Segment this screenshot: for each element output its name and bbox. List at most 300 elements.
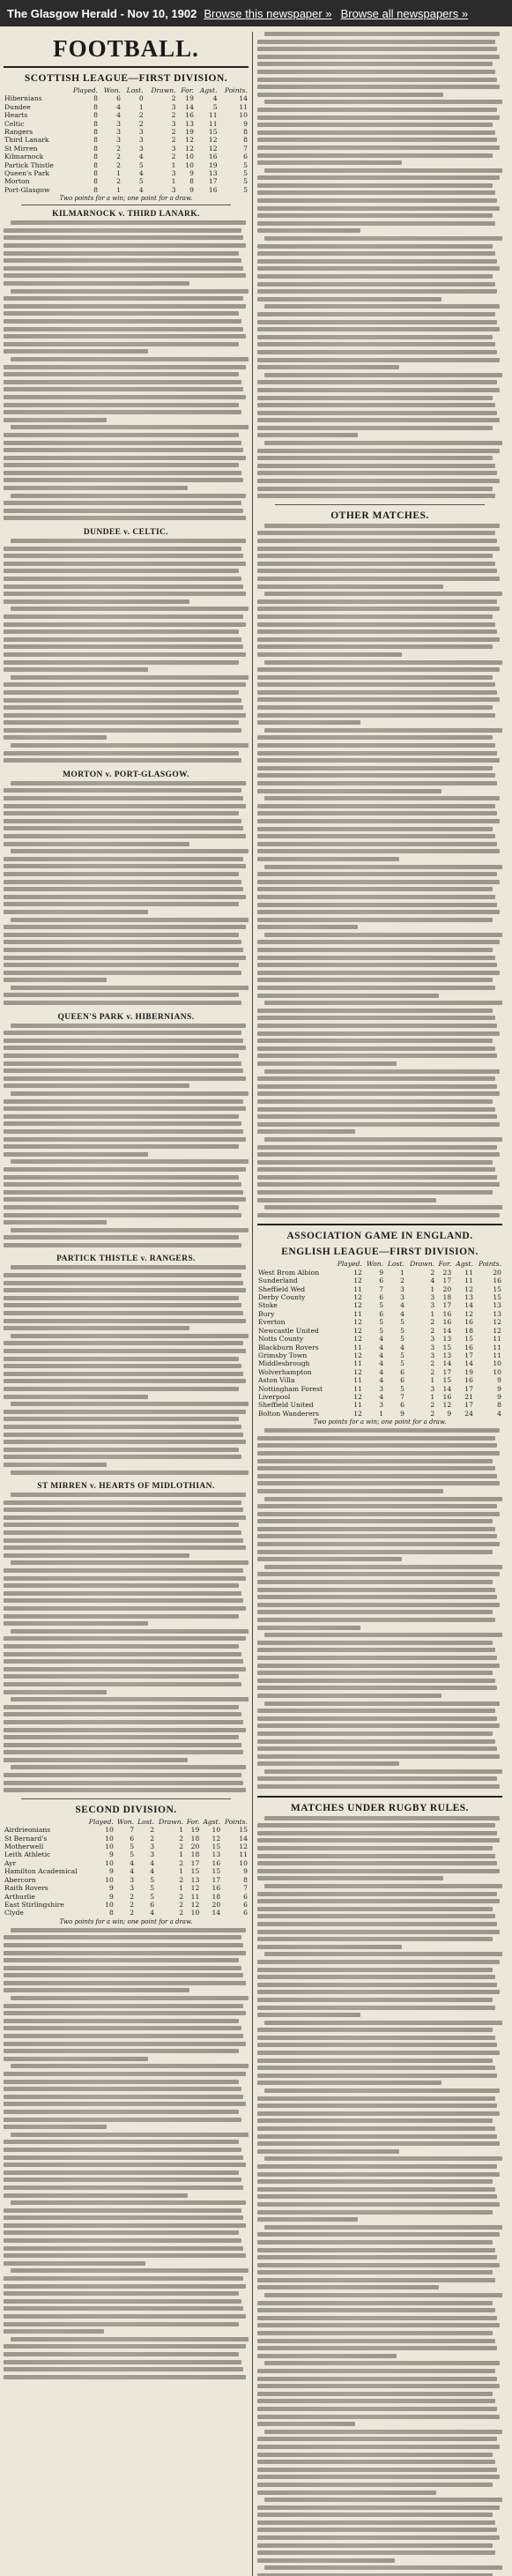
text-line: [257, 644, 493, 649]
text-line: [4, 2148, 241, 2152]
match-report-text: [4, 1493, 249, 1796]
table-cell: 14: [185, 102, 194, 111]
text-line: [257, 1039, 493, 1043]
table-cell: 5: [400, 1318, 404, 1327]
team-name: Airdrieonians: [4, 1826, 51, 1835]
table-cell: 1: [379, 1409, 384, 1418]
table-cell: 4: [379, 1335, 384, 1344]
table-cell: 10: [105, 1843, 114, 1851]
text-line: [257, 599, 497, 604]
team-name: Celtic: [4, 119, 25, 128]
table-cell: 4: [138, 169, 144, 178]
table-cell: 14: [239, 1834, 248, 1843]
text-line: [4, 751, 239, 756]
text-line: [4, 1591, 241, 1596]
text-line: [4, 1705, 239, 1709]
text-line: [257, 1846, 493, 1850]
text-line: [257, 880, 500, 884]
text-line: [257, 1198, 436, 1202]
table-cell: 5: [379, 1301, 384, 1310]
text-line: [257, 2513, 493, 2517]
table-cell: 20: [493, 1268, 501, 1277]
table-cell: 15: [190, 1867, 200, 1876]
team-name: Bury: [258, 1309, 275, 1318]
text-line: [4, 562, 246, 566]
text-line: [4, 1364, 241, 1368]
table-row: [257, 1385, 502, 1393]
text-line: [4, 2322, 239, 2327]
text-line: [257, 735, 493, 740]
table-cell: 4: [212, 94, 218, 103]
column-header: Points.: [224, 1817, 248, 1826]
text-line: [4, 1296, 239, 1300]
text-line: [257, 2354, 397, 2358]
text-line: [4, 516, 246, 520]
text-line: [4, 1583, 239, 1588]
table-cell: 12: [353, 1268, 362, 1277]
text-line: [257, 274, 493, 279]
text-line: [4, 895, 246, 899]
table-cell: 2: [179, 1834, 184, 1843]
text-line: [257, 1474, 497, 1478]
table-cell: 6: [400, 1401, 404, 1410]
table-cell: 5: [212, 102, 218, 111]
text-line: [257, 1618, 495, 1622]
table-cell: 3: [150, 1850, 155, 1859]
newspaper-title: The Glasgow Herald - Nov 10, 1902: [7, 6, 197, 20]
team-name: Grimsby Town: [258, 1351, 308, 1359]
text-line: [257, 2460, 495, 2464]
table-cell: 8: [93, 177, 98, 186]
table-cell: 18: [442, 1293, 452, 1302]
text-line: [257, 1784, 500, 1789]
table-cell: 9: [109, 1884, 114, 1893]
column-header: For.: [181, 86, 194, 94]
team-name: Nottingham Forest: [258, 1384, 323, 1393]
table-cell: 12: [211, 1834, 221, 1843]
table-cell: 12: [239, 1843, 248, 1851]
table-cell: 11: [353, 1309, 362, 1318]
text-line: [257, 350, 497, 354]
text-line: [257, 956, 495, 960]
text-line: [4, 311, 239, 316]
text-line: [4, 463, 239, 467]
table-row: [257, 1285, 502, 1293]
column-header: Points.: [224, 86, 248, 94]
text-line: [257, 449, 500, 453]
table-cell: 17: [442, 1277, 452, 1285]
table-header-row: [257, 1260, 502, 1268]
table-note: Two points for a win; one point for a draw.: [59, 1917, 193, 1925]
divider: [21, 1798, 231, 1799]
text-line: [4, 614, 243, 619]
table-cell: 12: [208, 144, 218, 153]
table-cell: 18: [190, 1850, 200, 1859]
text-line: [4, 2155, 243, 2160]
text-line: [11, 1928, 246, 1932]
table-row: [4, 103, 249, 111]
team-name: Bolton Wanderers: [258, 1409, 320, 1418]
table-cell: 11: [464, 1277, 473, 1285]
text-line: [257, 2111, 500, 2116]
text-line: [4, 1553, 189, 1558]
text-line: [257, 1746, 497, 1751]
table-cell: 4: [150, 1909, 155, 1917]
text-line: [264, 1001, 502, 1005]
table-cell: 4: [116, 111, 121, 120]
text-line: [4, 2253, 246, 2258]
table-cell: 6: [400, 1367, 404, 1376]
table-cell: 14: [464, 1359, 473, 1368]
text-line: [11, 1402, 249, 1406]
text-line: [4, 2011, 246, 2015]
table-row: [4, 161, 249, 169]
text-line: [257, 1466, 495, 1470]
text-line: [257, 1595, 497, 1599]
text-line: [4, 728, 241, 733]
text-line: [257, 2202, 500, 2207]
text-line: [4, 1988, 189, 1992]
text-line: [4, 1099, 243, 1104]
text-line: [257, 251, 495, 256]
team-name: Port-Glasgow: [4, 185, 50, 194]
table-cell: 13: [493, 1309, 501, 1318]
table-cell: 4: [497, 1409, 501, 1418]
text-line: [257, 562, 495, 566]
section-heading-english-first: ENGLISH LEAGUE—FIRST DIVISION.: [281, 1247, 479, 1258]
table-cell: 5: [243, 160, 248, 169]
text-line: [257, 1580, 493, 1584]
table-cell: 20: [211, 1900, 221, 1909]
table-cell: 11: [493, 1343, 501, 1351]
text-line: [257, 78, 497, 82]
text-line: [257, 2316, 497, 2320]
text-line: [257, 539, 497, 543]
table-cell: 12: [353, 1409, 362, 1418]
team-name: West Brom Albion: [258, 1268, 320, 1277]
text-line: [264, 2565, 502, 2570]
table-cell: 18: [190, 1834, 200, 1843]
section-heading-scottish-first: SCOTTISH LEAGUE—FIRST DIVISION.: [24, 73, 228, 84]
text-line: [11, 918, 249, 922]
league-table-scottish-first: [4, 86, 249, 194]
text-line: [257, 1914, 495, 1918]
text-line: [257, 2543, 493, 2548]
text-line: [264, 1497, 502, 1501]
text-line: [4, 1061, 241, 1066]
table-cell: 9: [447, 1409, 452, 1418]
text-line: [11, 2268, 249, 2273]
text-line: [11, 1265, 246, 1269]
team-name: Newcastle United: [258, 1326, 319, 1335]
text-line: [257, 940, 500, 944]
text-line: [257, 994, 439, 998]
table-cell: 4: [400, 1309, 404, 1318]
text-line: [4, 1788, 246, 1792]
text-line: [264, 373, 502, 377]
text-line: [4, 266, 243, 271]
text-line: [257, 1648, 495, 1652]
table-cell: 8: [109, 1909, 114, 1917]
text-line: [257, 1160, 493, 1165]
text-line: [11, 1629, 249, 1634]
text-line: [257, 40, 495, 44]
team-name: Hearts: [4, 111, 28, 120]
text-line: [4, 1417, 239, 1421]
table-cell: 7: [379, 1284, 384, 1293]
column-header: Played.: [72, 86, 98, 94]
text-line: [4, 637, 241, 642]
table-cell: 5: [243, 169, 248, 178]
text-line: [257, 464, 495, 468]
text-line: [257, 1436, 495, 1441]
text-line: [4, 2072, 246, 2076]
browse-newspaper-link[interactable]: Browse this newspaper »: [204, 6, 332, 20]
table-cell: 2: [179, 1858, 184, 1867]
table-cell: 5: [130, 1843, 135, 1851]
text-line: [4, 933, 239, 937]
text-line: [4, 622, 246, 627]
text-line: [264, 660, 502, 665]
text-line: [4, 380, 241, 384]
text-line: [257, 887, 493, 891]
table-cell: 12: [190, 1900, 200, 1909]
table-cell: 12: [353, 1277, 362, 1285]
table-cell: 2: [116, 177, 121, 186]
text-line: [257, 160, 402, 165]
team-name: Notts County: [258, 1335, 304, 1344]
table-cell: 12: [208, 136, 218, 145]
table-cell: 6: [116, 94, 121, 103]
text-line: [4, 1448, 239, 1452]
text-line: [257, 2399, 495, 2403]
text-line: [257, 819, 500, 823]
text-line: [11, 1697, 249, 1701]
table-cell: 9: [109, 1867, 114, 1876]
text-line: [4, 667, 148, 672]
table-cell: 14: [464, 1301, 473, 1310]
text-line: [257, 1724, 500, 1728]
text-line: [257, 1145, 497, 1150]
table-cell: 3: [116, 128, 121, 137]
table-cell: 4: [130, 1867, 135, 1876]
text-line: [4, 705, 243, 710]
text-line: [4, 1114, 239, 1119]
table-row: [4, 1850, 249, 1858]
text-line: [257, 471, 497, 475]
text-line: [4, 2102, 246, 2106]
table-row: [4, 1859, 249, 1867]
text-line: [257, 1122, 500, 1127]
team-name: Blackburn Rovers: [258, 1343, 319, 1351]
team-name: Middlesbrough: [258, 1359, 310, 1368]
match-heading-kilmarnock-third-lanark: KILMARNOCK v. THIRD LANARK.: [52, 210, 200, 220]
text-line: [257, 2278, 495, 2282]
table-cell: 15: [493, 1284, 501, 1293]
text-line: [4, 1606, 246, 1611]
text-line: [257, 1024, 497, 1028]
table-cell: 9: [243, 1867, 248, 1876]
table-cell: 1: [179, 1884, 184, 1893]
table-cell: 6: [243, 153, 248, 161]
table-cell: 3: [150, 1843, 155, 1851]
text-line: [257, 433, 358, 437]
table-cell: 5: [150, 1892, 155, 1901]
rugby-reports-text: [257, 1816, 502, 2576]
text-line: [11, 1470, 249, 1475]
table-cell: 1: [179, 1826, 184, 1835]
text-line: [257, 554, 493, 558]
text-line: [4, 2049, 239, 2053]
table-cell: 10: [105, 1900, 114, 1909]
table-cell: 17: [464, 1384, 473, 1393]
text-line: [257, 1451, 500, 1456]
text-line: [257, 1990, 500, 1994]
table-cell: 4: [130, 1858, 135, 1867]
table-cell: 3: [171, 185, 176, 194]
text-line: [257, 2453, 493, 2457]
table-note: Two points for a win; one point for a draw.: [313, 1418, 447, 1426]
table-cell: 18: [211, 1892, 221, 1901]
table-header-row: [4, 86, 249, 94]
text-line: [257, 690, 497, 695]
text-line: [257, 1091, 500, 1096]
text-line: [4, 819, 241, 823]
table-cell: 10: [493, 1359, 501, 1368]
text-line: [4, 1621, 148, 1626]
text-line: [4, 2329, 104, 2334]
text-line: [4, 2299, 241, 2304]
text-line: [257, 1686, 497, 1690]
table-cell: 12: [353, 1335, 362, 1344]
table-cell: 10: [239, 111, 248, 120]
browse-all-newspapers-link[interactable]: Browse all newspapers »: [340, 6, 469, 20]
text-line: [257, 827, 493, 831]
text-line: [4, 2261, 145, 2266]
text-line: [264, 1816, 500, 1820]
text-line: [257, 652, 402, 657]
text-line: [257, 804, 495, 808]
table-cell: 7: [400, 1392, 404, 1401]
text-line: [4, 258, 241, 263]
text-line: [4, 1319, 246, 1323]
text-line: [4, 1273, 241, 1277]
text-line: [257, 1968, 493, 1972]
text-line: [257, 2036, 495, 2040]
text-line: [257, 2141, 500, 2146]
text-line: [257, 2505, 500, 2510]
text-line: [257, 2535, 500, 2540]
text-line: [257, 781, 497, 785]
team-name: Ayr: [4, 1858, 17, 1867]
text-line: [257, 487, 493, 491]
text-line: [257, 1975, 495, 1979]
table-cell: 3: [430, 1384, 435, 1393]
team-name: Aston Villa: [258, 1376, 295, 1385]
table-cell: 5: [400, 1351, 404, 1359]
text-line: [257, 55, 500, 59]
section-heading-second-division: SECOND DIVISION.: [75, 1804, 177, 1815]
text-line: [257, 175, 500, 180]
table-row: [4, 1867, 249, 1875]
table-cell: 4: [116, 102, 121, 111]
table-cell: 20: [190, 1843, 200, 1851]
table-cell: 4: [379, 1376, 384, 1385]
team-name: Everton: [258, 1318, 286, 1327]
column-header: Lost.: [137, 1817, 155, 1826]
table-cell: 15: [211, 1867, 221, 1876]
text-line: [257, 1182, 500, 1187]
table-cell: 15: [239, 1826, 248, 1835]
text-line: [257, 872, 497, 876]
text-line: [11, 607, 249, 611]
text-line: [257, 342, 495, 346]
text-line: [4, 2178, 241, 2182]
table-cell: 2: [150, 1826, 155, 1835]
text-line: [4, 2314, 246, 2319]
text-line: [4, 342, 239, 346]
table-cell: 5: [138, 177, 144, 186]
table-cell: 2: [430, 1401, 435, 1410]
results-text: [257, 1428, 502, 1792]
text-line: [4, 1076, 246, 1081]
text-line: [257, 1831, 497, 1835]
match-heading-partick-thistle-rangers: PARTICK THISTLE v. RANGERS.: [56, 1254, 196, 1264]
table-cell: 8: [93, 102, 98, 111]
text-line: [11, 1024, 246, 1028]
text-line: [257, 1761, 399, 1766]
text-line: [4, 660, 239, 665]
divider: [4, 66, 249, 68]
column-header: Won.: [366, 1260, 384, 1269]
text-line: [257, 266, 500, 271]
team-name: Rangers: [4, 128, 33, 137]
text-line: [11, 675, 249, 680]
table-cell: 2: [138, 111, 144, 120]
text-line: [4, 2223, 246, 2228]
text-line: [257, 531, 495, 535]
text-line: [257, 667, 500, 672]
table-cell: 12: [185, 144, 194, 153]
table-cell: 19: [208, 160, 218, 169]
table-cell: 12: [190, 1884, 200, 1893]
text-line: [257, 2490, 436, 2495]
table-cell: 6: [243, 1900, 248, 1909]
text-line: [257, 2377, 497, 2381]
text-line: [257, 743, 495, 748]
text-line: [264, 100, 502, 104]
team-name: Motherwell: [4, 1843, 44, 1851]
table-cell: 8: [93, 169, 98, 178]
table-cell: 19: [185, 128, 194, 137]
table-cell: 6: [150, 1900, 155, 1909]
text-line: [257, 2308, 495, 2312]
table-cell: 5: [243, 185, 248, 194]
text-line: [257, 2550, 495, 2555]
text-line: [4, 1530, 241, 1535]
table-cell: 3: [430, 1301, 435, 1310]
text-line: [257, 1076, 495, 1081]
text-line: [4, 1659, 243, 1664]
table-cell: 19: [464, 1367, 473, 1376]
table-row: [4, 1884, 249, 1892]
table-cell: 11: [353, 1384, 362, 1393]
text-line: [257, 1175, 497, 1180]
text-line: [257, 1656, 497, 1660]
text-line: [257, 2422, 355, 2426]
text-line: [11, 986, 249, 990]
text-line: [4, 1357, 239, 1361]
